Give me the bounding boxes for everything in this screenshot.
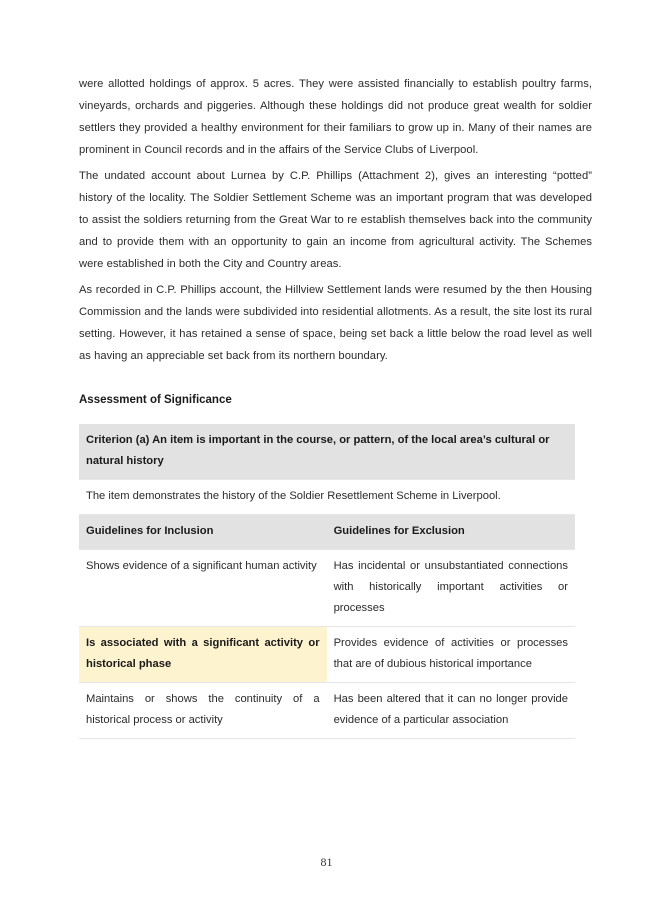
significance-table <box>79 424 575 739</box>
guidelines-header-row <box>79 515 575 550</box>
paragraph: The undated account about Lurnea by C.P. Phillips (Attachment 2), gives an interesting “potted” history of the locality. The Soldier Settlement Scheme was an important program that was developed to assist the soldiers returning from the Great War to re establish themselves back into the community and to provide them with an opportunity to gain an income from agricultural activity. The Schemes were established in both the City and Country areas. <box>79 170 592 270</box>
exclusion-cell: Has incidental or unsubstantiated connections with historically important activities or processes <box>327 550 575 627</box>
table-row <box>79 627 575 683</box>
exclusion-cell: Has been altered that it can no longer provide evidence of a particular association <box>327 683 575 739</box>
exclusion-header: Guidelines for Exclusion <box>327 515 575 550</box>
criterion-text: Criterion (a) An item is important in the course, or pattern, of the local area’s cultural or natural history <box>79 424 575 480</box>
inclusion-header: Guidelines for Inclusion <box>79 515 327 550</box>
inclusion-cell: Shows evidence of a significant human activity <box>79 550 327 627</box>
exclusion-cell: Provides evidence of activities or processes that are of dubious historical importance <box>327 627 575 683</box>
inclusion-cell-highlighted: Is associated with a significant activity or historical phase <box>79 627 327 683</box>
section-heading: Assessment of Significance <box>79 394 232 406</box>
criterion-description: The item demonstrates the history of the Soldier Resettlement Scheme in Liverpool. <box>79 480 575 515</box>
description-row <box>79 480 575 515</box>
paragraph: were allotted holdings of approx. 5 acres. They were assisted financially to establish poultry farms, vineyards, orchards and piggeries. Although these holdings did not produce great wealth for soldier settlers they provided a healthy environment for their familiars to grow up in. Many of their names are prominent in Council records and in the affairs of the Service Clubs of Liverpool. <box>79 78 592 156</box>
table-row <box>79 550 575 627</box>
criterion-row <box>79 424 575 480</box>
table-row <box>79 683 575 739</box>
body-text <box>79 73 592 371</box>
paragraph: As recorded in C.P. Phillips account, the Hillview Settlement lands were resumed by the then Housing Commission and the lands were subdivided into residential allotments. As a result, the site lost its rural setting. However, it has retained a sense of space, being set back a little below the road level as well as having an appreciable set back from its northern boundary. <box>79 284 592 362</box>
page-number: 81 <box>320 855 333 869</box>
inclusion-cell: Maintains or shows the continuity of a historical process or activity <box>79 683 327 739</box>
